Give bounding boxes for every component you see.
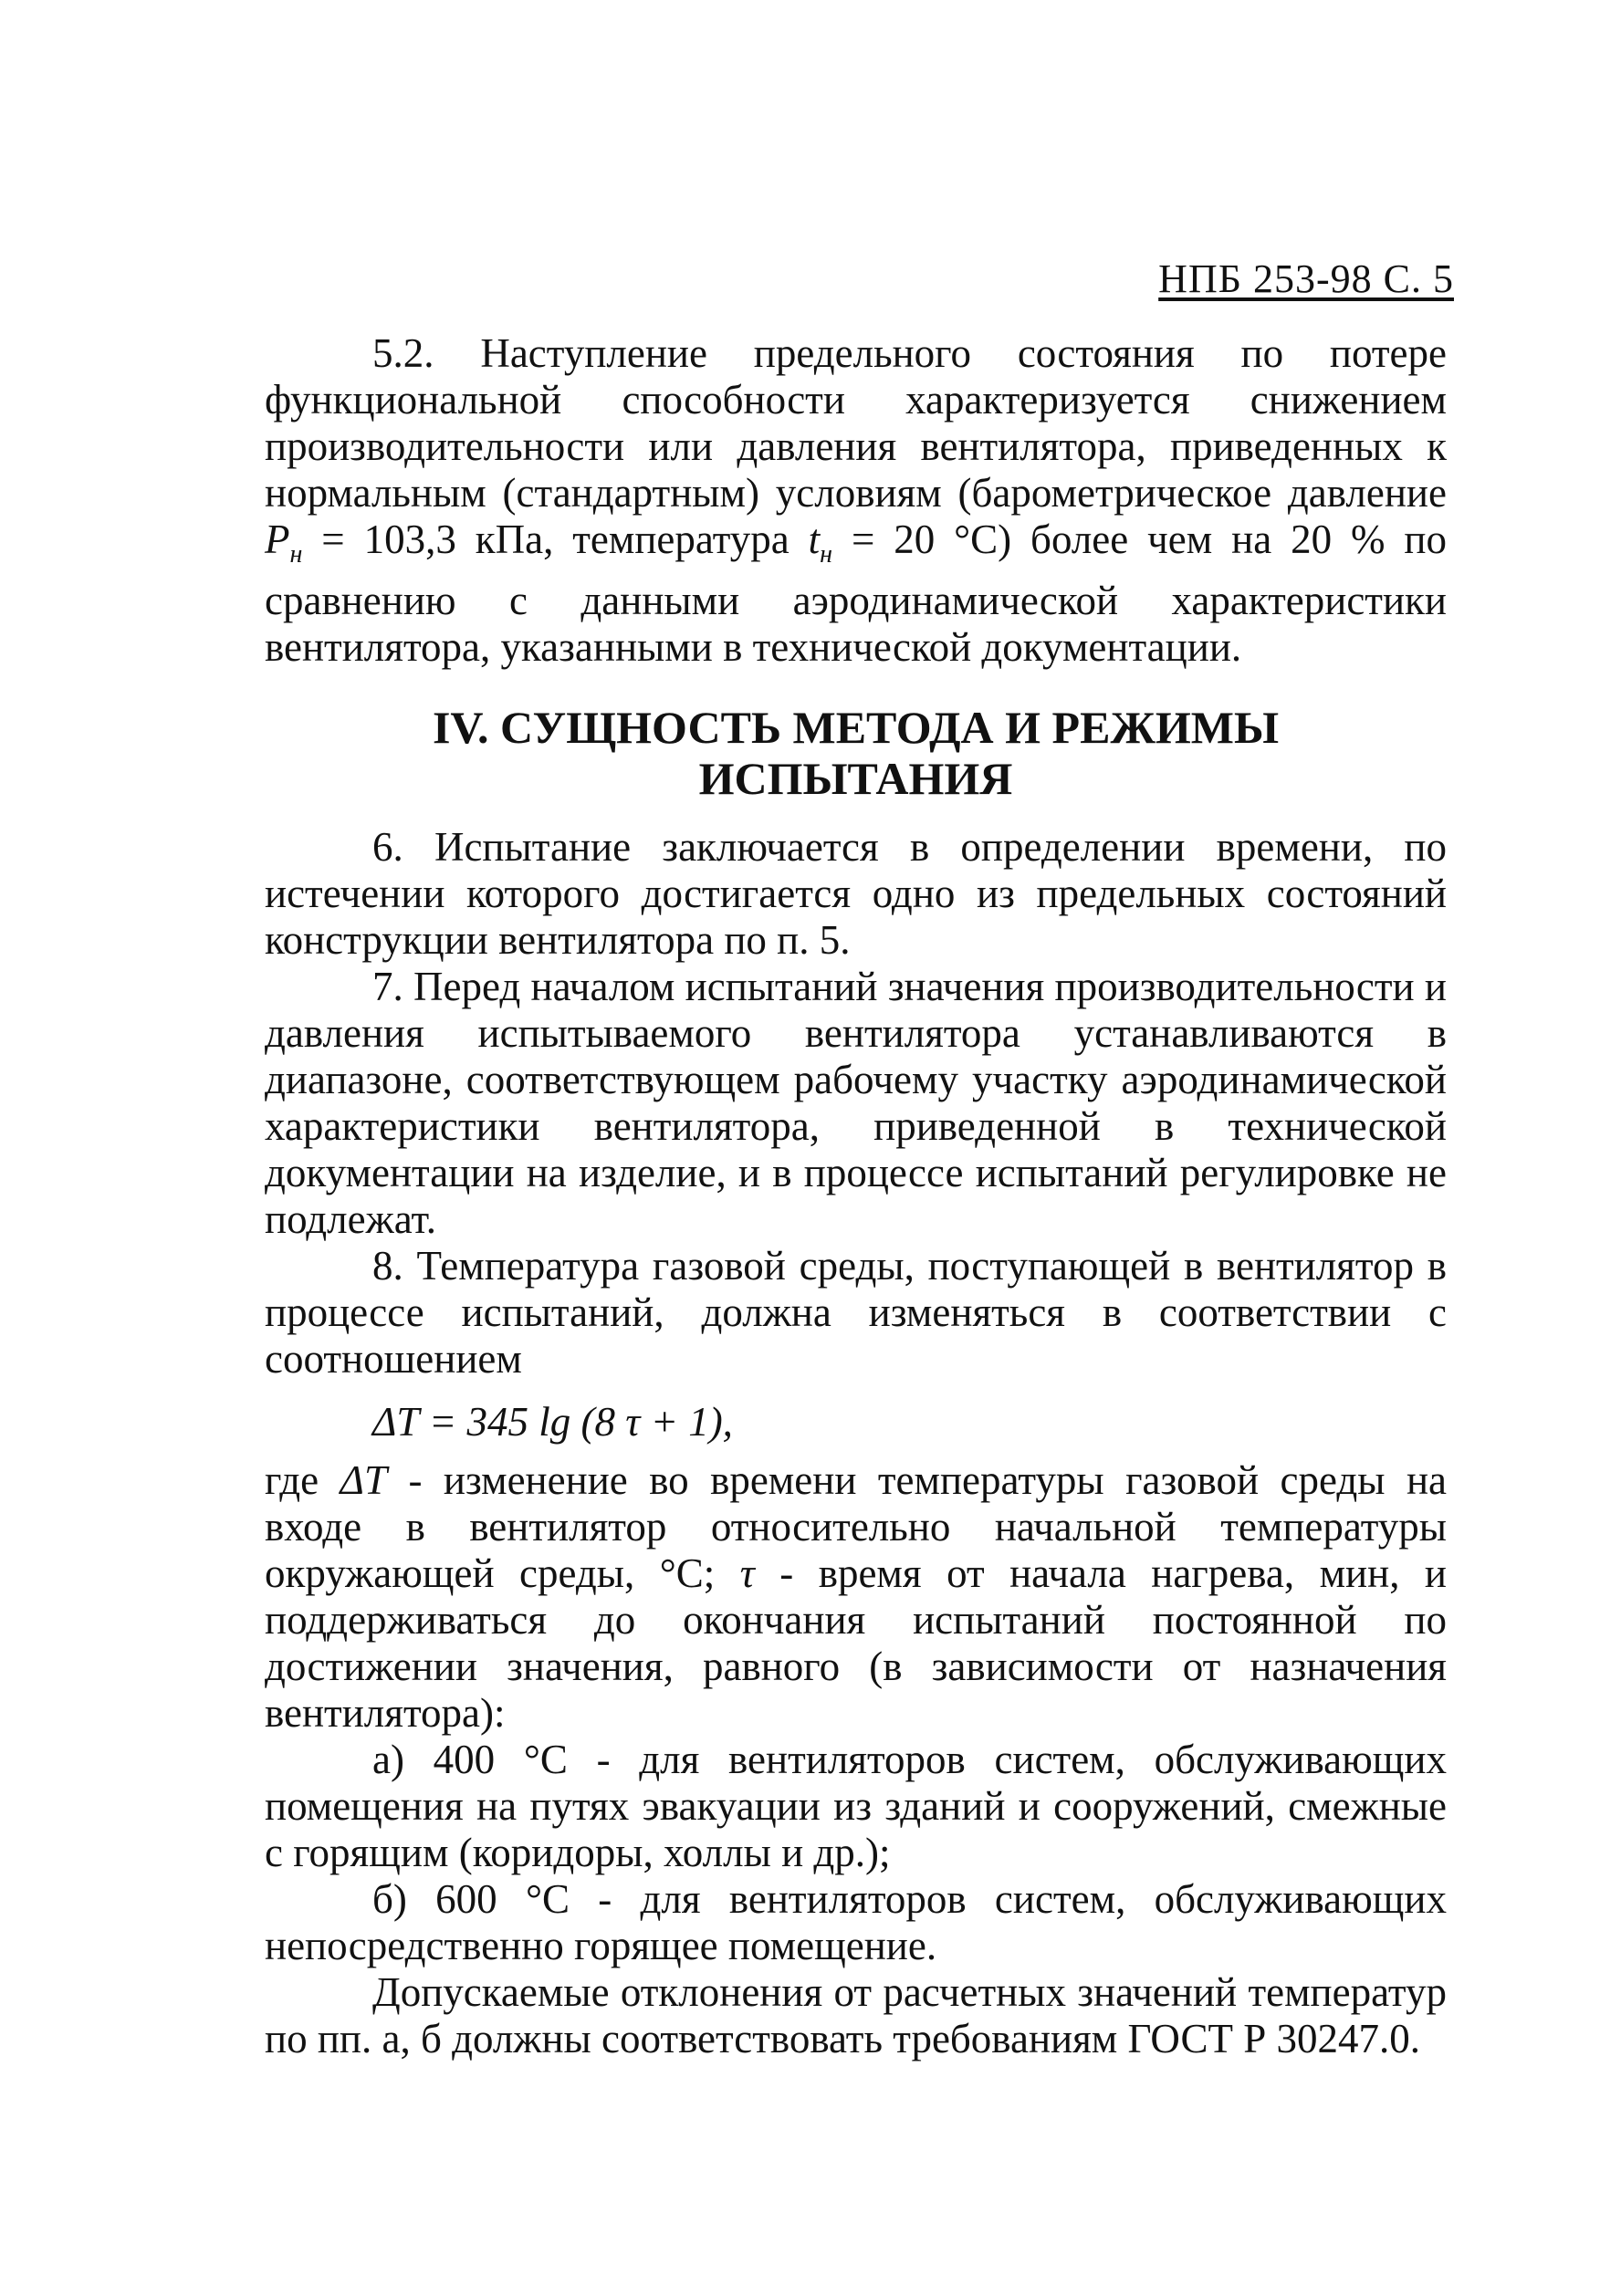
- tolerance-paragraph: Допускаемые отклонения от расчетных значений температур по пп. а, б должны соответствовать требованиям ГОСТ Р 30247.0.: [265, 1969, 1447, 2061]
- page-content: [265, 330, 1447, 2062]
- formula-explanation-text-2: - изменение во времени температуры газовой среды на входе в вентилятор относительно начальной температуры окружающей среды, °С;: [265, 1457, 1447, 1596]
- temperature-formula: ΔT = 345 lg (8 τ + 1),: [372, 1399, 733, 1445]
- page-header: НПБ 253-98 С. 5: [1158, 256, 1454, 301]
- paragraph-5-2-text-3: = 20 °С) более чем на 20 % по сравнению с данными аэродинамической характеристики вентилятора, указанными в технической документации.: [265, 517, 1447, 670]
- delta-t-symbol: ΔT: [340, 1457, 387, 1503]
- section-title-line-2: ИСПЫТАНИЯ: [698, 753, 1013, 804]
- temperature-symbol: t: [808, 517, 821, 562]
- paragraph-6: 6. Испытание заключается в определении времени, по истечении которого достигается одно из предельных состояний конструкции вентилятора по п. 5.: [265, 824, 1447, 963]
- paragraph-8: 8. Температура газовой среды, поступающей в вентилятор в процессе испытаний, должна изменяться в соответствии с соотношением: [265, 1243, 1447, 1382]
- item-a: а) 400 °С - для вентиляторов систем, обслуживающих помещения на путях эвакуации из зданий и сооружений, смежные с горящим (коридоры, холлы и др.);: [265, 1737, 1447, 1875]
- section-title: [265, 702, 1447, 804]
- paragraph-5-2: [265, 330, 1447, 671]
- temperature-subscript: н: [820, 540, 833, 569]
- item-b: б) 600 °С - для вентиляторов систем, обслуживающих непосредственно горящее помещение.: [265, 1876, 1447, 1968]
- formula-explanation: [265, 1457, 1447, 1737]
- paragraph-5-2-text-2: = 103,3 кПа, температура: [302, 517, 809, 562]
- pressure-subscript: н: [289, 540, 303, 569]
- formula-explanation-text-3: - время от начала нагрева, мин, и поддерживаться до окончания испытаний постоянной по достижении значения, равного (в зависимости от назначения вентилятора):: [265, 1550, 1447, 1736]
- paragraph-7: 7. Перед началом испытаний значения производительности и давления испытываемого вентилятора устанавливаются в диапазоне, соответствующем рабочему участку аэродинамической характеристики вентилятора, приведенной в технической документации на изделие, и в процессе испытаний регулировке не подлежат.: [265, 964, 1447, 1242]
- pressure-symbol: P: [265, 517, 290, 562]
- tau-symbol: τ: [739, 1550, 755, 1596]
- section-title-line-1: IV. СУЩНОСТЬ МЕТОДА И РЕЖИМЫ: [432, 702, 1280, 753]
- formula-explanation-text-1: где: [265, 1457, 340, 1503]
- paragraph-5-2-text-1: 5.2. Наступление предельного состояния по потере функциональной способности характеризуется снижением производительности или давления вентилятора, приведенных к нормальным (стандартным) условиям (барометрическое давление: [265, 330, 1447, 516]
